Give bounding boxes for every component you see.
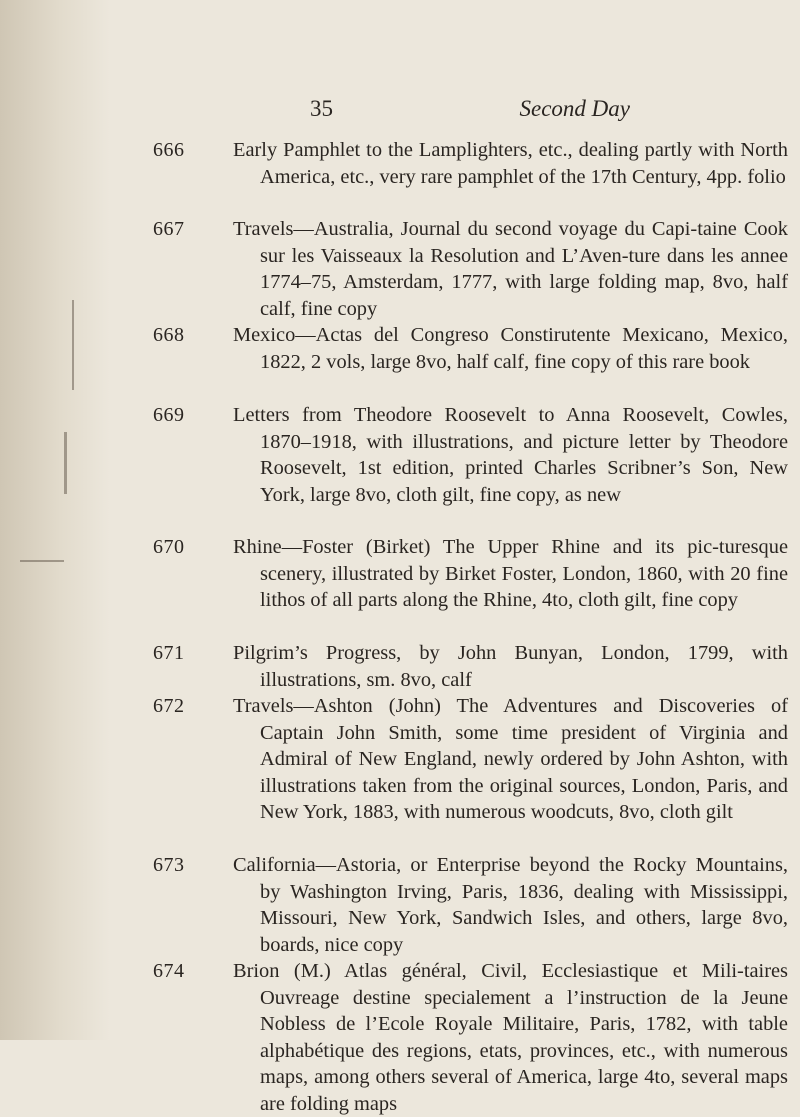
lot-description: Mexico—Actas del Congreso Constirutente Mexicano, Mexico, 1822, 2 vols, large 8vo, half calf, fine copy of this rare book [233,324,788,373]
binding-stain-mark [64,432,67,494]
lot-number: 668 [153,324,185,346]
binding-stain-mark [20,560,64,562]
lot-description: Rhine—Foster (Birket) The Upper Rhine and its pic-turesque scenery, illustrated by Birket Foster, London, 1860, with 20 fine lithos of all parts along the Rhine, 4to, cloth gilt, fine copy [233,536,788,611]
lot-description: Letters from Theodore Roosevelt to Anna Roosevelt, Cowles, 1870–1918, with illustrations, and picture letter by Theodore Roosevelt, 1st edition, printed Charles Scribner’s Son, New York, large 8vo, cloth gilt, fine copy, as new [233,404,788,506]
section-title: Second Day [519,96,630,121]
page-number: 35 [310,96,333,121]
lot-number: 670 [153,536,185,558]
lot-description: Pilgrim’s Progress, by John Bunyan, London, 1799, with illustrations, sm. 8vo, calf [233,642,788,691]
lot-number: 672 [153,695,185,717]
lot-description: Travels—Australia, Journal du second voyage du Capi-taine Cook sur les Vaisseaux la Resolution and L’Aven-ture dans les annee 1774–75, Amsterdam, 1777, with large folding map, 8vo, half calf, fine copy [233,218,788,320]
binding-stain-mark [72,300,74,390]
page-header [310,96,630,126]
lot-description: Brion (M.) Atlas général, Civil, Ecclesiastique et Mili-taires Ouvreage destine specialement a l’instruction de la Jeune Nobless de l’Ecole Royale Militaire, Paris, 1782, with table alphabétique des regions, etats, provinces, etc., with numerous maps, among others several of America, large 4to, several maps are folding maps [233,960,788,1115]
lot-number: 667 [153,218,185,240]
lot-number: 674 [153,960,185,982]
lot-number: 671 [153,642,185,664]
lot-number: 666 [153,139,185,161]
lot-number: 669 [153,404,185,426]
lot-description: Travels—Ashton (John) The Adventures and Discoveries of Captain John Smith, some time president of Virginia and Admiral of New England, newly ordered by John Ashton, with illustrations taken from the original sources, London, Paris, and New York, 1883, with numerous woodcuts, 8vo, cloth gilt [233,695,788,823]
page-left-edge-shadow [0,0,110,1040]
lot-description: Early Pamphlet to the Lamplighters, etc., dealing partly with North America, etc., very rare pamphlet of the 17th Century, 4pp. folio [233,139,788,188]
lot-number: 673 [153,854,185,876]
lot-description: California—Astoria, or Enterprise beyond the Rocky Mountains, by Washington Irving, Paris, 1836, dealing with Mississippi, Missouri, New York, Sandwich Isles, and others, large 8vo, boards, nice copy [233,854,788,956]
